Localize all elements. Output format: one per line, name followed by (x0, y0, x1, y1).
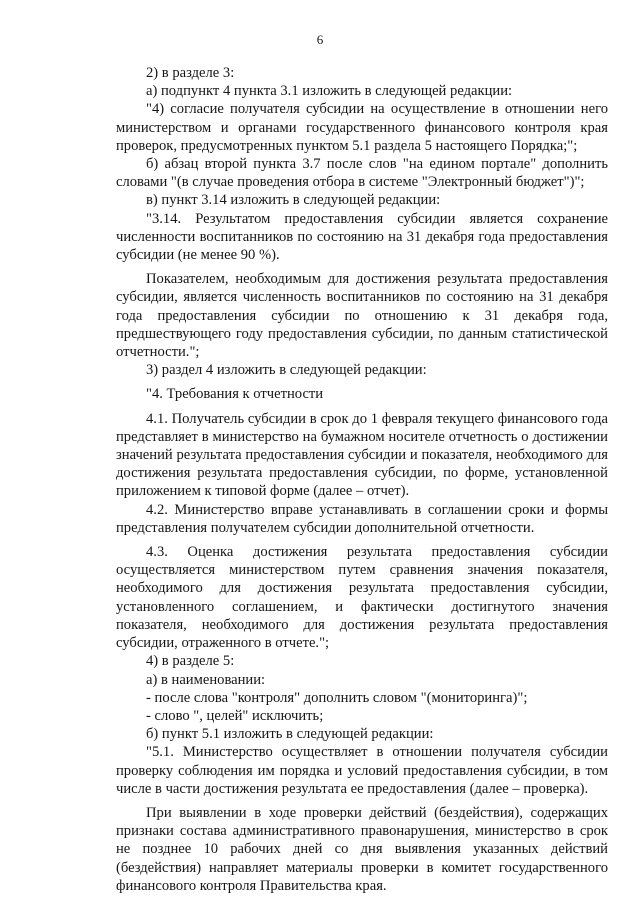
paragraph-5-1-intro: б) пункт 5.1 изложить в следующей редакции: (146, 726, 434, 743)
paragraph-4-2: 4.2. Министерство вправе устанавливать в соглашении сроки и формы представления получателем субсидии дополнительной отчетности. (116, 501, 608, 536)
paragraph-4-1: 4.1. Получатель субсидии в срок до 1 февраля текущего финансового года представляет в министерство на бумажном носителе отчетность о достижении значений результата предоставления субсидии и показателя, необходимого для достижения результата предоставления субсидии, по форме, установленной приложением к типовой форме (далее – отчет). (116, 410, 608, 500)
paragraph-3-7: б) абзац второй пункта 3.7 после слов "на едином портале" дополнить словами "(в случае проведения отбора в системе "Электронный бюджет")"; (116, 156, 608, 191)
paragraph-5-name: а) в наименовании: (146, 671, 266, 688)
page-number: 6 (316, 32, 324, 47)
paragraph-3-14-result: "3.14. Результатом предоставления субсидии является сохранение численности воспитанников по состоянию на 31 декабря года предоставления субсидии (не менее 90 %). (116, 210, 608, 264)
paragraph-5-name-add: - после слова "контроля" дополнить словом "(мониторинга)"; (146, 689, 528, 706)
paragraph-3-14-intro: в) пункт 3.14 изложить в следующей редакции: (146, 192, 441, 209)
paragraph-4-3: 4.3. Оценка достижения результата предоставления субсидии осуществляется министерством путем сравнения значения показателя, необходимого для достижения результата предоставления субсидии, установленного соглашением, и фактически достигнутого значения показателя, необходимого для достижения результата предоставления субсидии, отраженного в отчете."; (116, 544, 608, 652)
paragraph-section-3: 2) в разделе 3: (146, 65, 235, 81)
document-body (116, 64, 608, 895)
paragraph-3-1-text: "4) согласие получателя субсидии на осуществление в отношении него министерством и органами государственного финансового контроля края проверок, предусмотренных пунктом 5.1 раздела 5 настоящего Порядка;"; (116, 101, 608, 154)
paragraph-5-name-remove: - слово ", целей" исключить; (146, 707, 324, 724)
paragraph-5-1-violation: При выявлении в ходе проверки действий (бездействия), содержащих признаки состава административного правонарушения, министерство в срок не позднее 10 рабочих дней со дня выявления указанных действий (бездействия) направляет материалы проверки в комитет государственного финансового контроля Правительства края. (116, 804, 608, 894)
paragraph-3-14-indicator: Показателем, необходимым для достижения результата предоставления субсидии, является численность воспитанников по состоянию на 31 декабря года предоставления субсидии по отношению к 31 декабря года, предшествующего году предоставления субсидии, по данным статистической отчетности."; (116, 271, 608, 361)
paragraph-5-1-text: "5.1. Министерство осуществляет в отношении получателя субсидии проверку соблюдения им порядка и условий предоставления субсидии, в том числе в части достижения результата ее предоставления (далее – проверка). (116, 744, 608, 797)
paragraph-section-4-title: "4. Требования к отчетности (146, 386, 324, 403)
paragraph-section-5: 4) в разделе 5: (146, 653, 235, 670)
paragraph-3-1-intro: а) подпункт 4 пункта 3.1 изложить в следующей редакции: (146, 83, 513, 100)
paragraph-section-4-intro: 3) раздел 4 изложить в следующей редакции: (146, 362, 427, 379)
